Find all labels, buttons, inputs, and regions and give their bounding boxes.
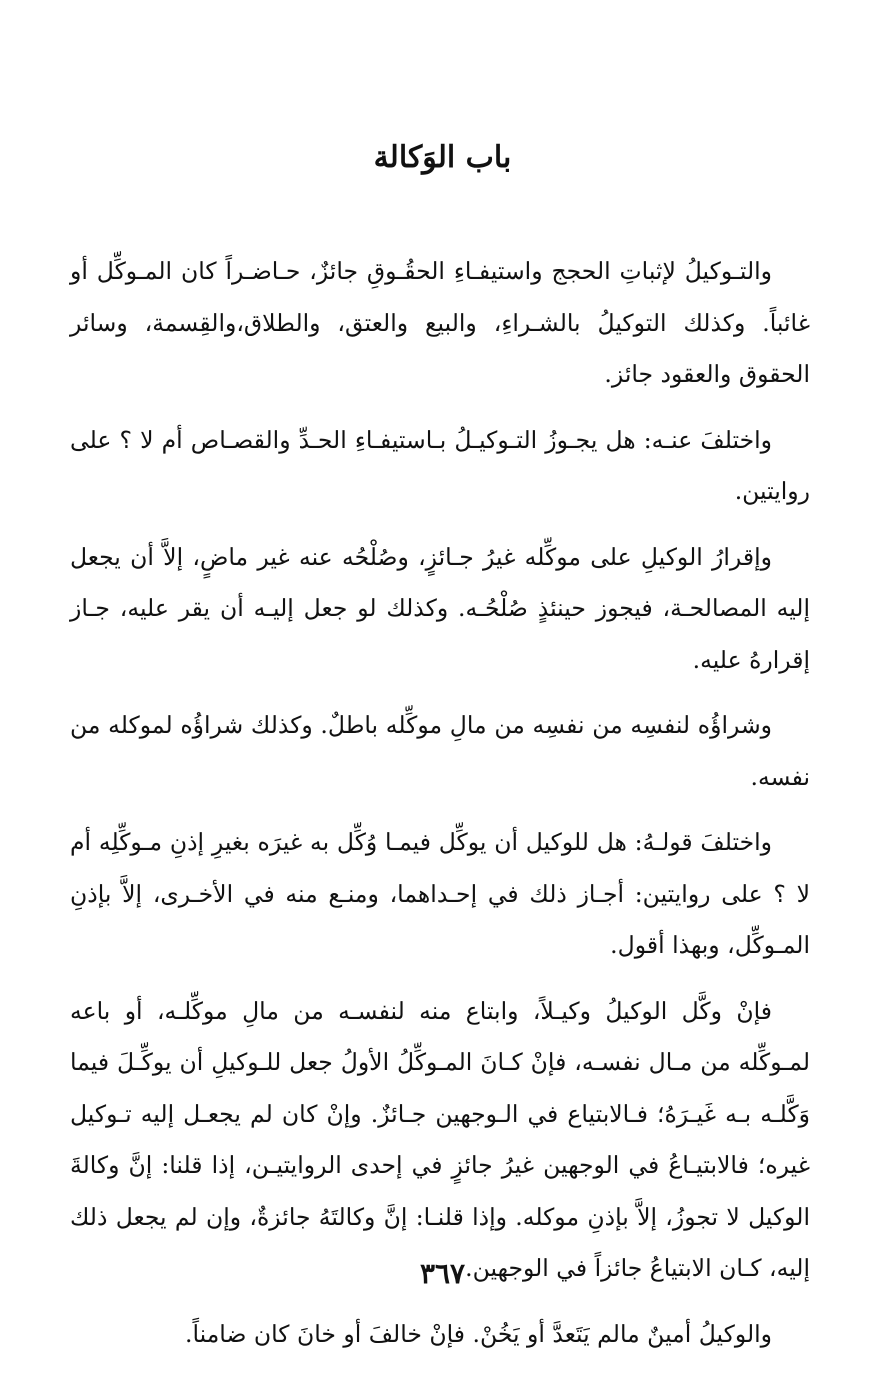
paragraph: واختلفَ عنـه: هل يجـوزُ التـوكيـلُ بـاستيفـاءِ الحـدِّ والقصـاص أم لا ؟ على روايتين. xyxy=(70,425,810,505)
paragraph: وإقرارُ الوكيلِ على موكِّله غيرُ جـائزٍ، وصُلْحُه عنه غير ماضٍ، إلاَّ أن يجعل إليه المصالحـة، فيجوز حينئذٍ صُلْحُـه. وكذلك لو جعل إليـه أن يقر عليه، جـاز إقرارهُ عليه. xyxy=(70,542,810,674)
page-number: ٣٦٧ xyxy=(419,1257,466,1290)
chapter-title: باب الوَكالة xyxy=(373,140,512,175)
body-text xyxy=(70,246,810,1374)
paragraph: وشراؤُه لنفسِه من نفسِه من مالِ موكِّله باطلٌ. وكذلك شراؤُه لموكله من نفسه. xyxy=(70,711,810,791)
paragraph: فإنْ وكَّل الوكيلُ وكيـلاً، وابتاع منه لنفسـه من مالِ موكِّلـه، أو باعه لمـوكِّله من مـال نفسـه، فإنْ كـانَ المـوكِّلُ الأولُ جعل للـوكيلِ أن يوكِّـلَ فيما وَكَّلـه بـه غَيـرَهُ؛ فـالابتياع في الـوجهين جـائزٌ. وإنْ كان لم يجعـل إليه تـوكيل غيره؛ فالابتيـاعُ في الوجهين غيرُ جائزٍ في إحدى الروايتيـن، إذا قلنا: إنَّ وكالةَ الوكيل لا تجوزُ، إلاَّ بإذنِ موكله. وإذا قلنـا: إنَّ وكالتَهُ جائزةٌ، وإن لم يجعل ذلك إليه، كـان الابتياعُ جائزاً في الوجهين. xyxy=(70,996,810,1282)
paragraph: واختلفَ قولـهُ: هل للوكيل أن يوكِّل فيمـا وُكِّل به غيرَه بغيرِ إذنِ مـوكِّلِه أم لا ؟ على روايتين: أجـاز ذلك في إحـداهما، ومنـع منه في الأخـرى، إلاَّ بإذنِ المـوكِّل، وبهذا أقول. xyxy=(70,828,810,959)
paragraph: والتـوكيلُ لإثباتِ الحجج واستيفـاءِ الحقُـوقِ جائزٌ، حـاضـراً كان المـوكِّل أو غائباً. وكذلك التوكيلُ بالشـراءِ، والبيع والعتق، والطلاق،والقِسمة، وسائر الحقوق والعقود جائز. xyxy=(70,257,810,388)
paragraph: والوكيلُ أمينٌ مالم يَتَعدَّ أو يَخُنْ. فإنْ خالفَ أو خانَ كان ضامناً. xyxy=(185,1319,772,1348)
